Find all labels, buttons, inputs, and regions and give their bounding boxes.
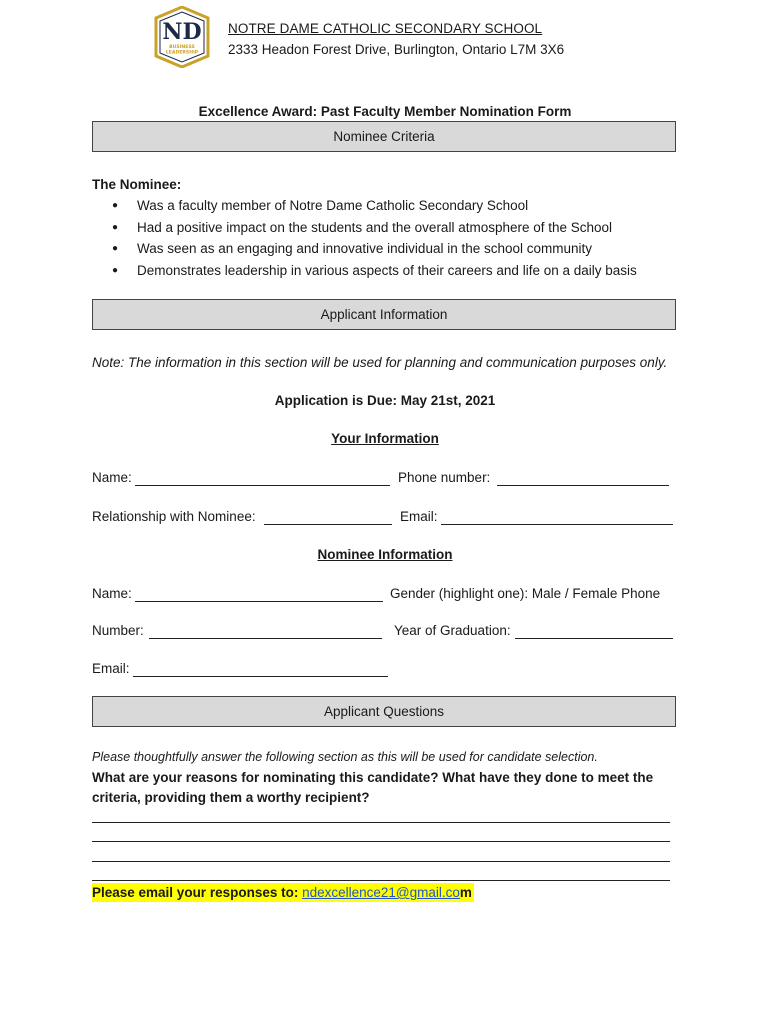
nominee-email-label: Email:: [92, 661, 130, 676]
school-logo: [153, 6, 211, 68]
applicant-email-field[interactable]: [441, 524, 673, 525]
applicant-name-field[interactable]: [135, 485, 390, 486]
nominee-number-label: Number:: [92, 623, 144, 638]
nominee-information-heading: Nominee Information: [317, 547, 453, 562]
graduation-field[interactable]: [515, 638, 673, 639]
nominee-number-field[interactable]: [149, 638, 382, 639]
answer-line[interactable]: [92, 880, 670, 881]
question-text: What are your reasons for nominating this candidate? What have they done to meet the criteria, providing them a worthy recipient?: [92, 770, 654, 805]
applicant-phone-label: Phone number:: [398, 470, 491, 485]
nominee-name-field[interactable]: [135, 601, 383, 602]
section-nominee-criteria: Nominee Criteria: [92, 121, 676, 152]
svg-text:LEADERSHIP: LEADERSHIP: [165, 50, 199, 56]
section-applicant-questions: Applicant Questions: [92, 696, 676, 727]
gender-label: Gender (highlight one): Male / Female Phone: [390, 586, 661, 601]
list-item: ● Was seen as an engaging and innovative individual in the school community: [112, 238, 637, 260]
svg-text:BUSINESS: BUSINESS: [169, 45, 195, 50]
criteria-list: [112, 195, 637, 281]
email-tail: m: [459, 885, 472, 900]
email-instruction: [92, 883, 474, 902]
answer-line[interactable]: [92, 861, 670, 862]
list-item: ● Demonstrates leadership in various aspects of their careers and life on a daily basis: [112, 260, 637, 282]
answer-line[interactable]: [92, 841, 670, 842]
your-information-heading: Your Information: [331, 431, 439, 446]
nominee-name-label: Name:: [92, 586, 132, 601]
nominee-heading: The Nominee:: [92, 177, 182, 192]
applicant-phone-field[interactable]: [497, 485, 669, 486]
list-item: ● Had a positive impact on the students and the overall atmosphere of the School: [112, 217, 637, 239]
form-title: Excellence Award: Past Faculty Member Nomination Form: [198, 104, 572, 119]
relationship-field[interactable]: [264, 524, 392, 525]
graduation-label: Year of Graduation:: [394, 623, 511, 638]
list-item: ● Was a faculty member of Notre Dame Catholic Secondary School: [112, 195, 637, 217]
applicant-email-label: Email:: [400, 509, 438, 524]
due-date: Application is Due: May 21st, 2021: [274, 393, 496, 408]
email-prompt: Please email your responses to:: [92, 885, 303, 900]
school-address: 2333 Headon Forest Drive, Burlington, Ontario L7M 3X6: [228, 42, 565, 57]
section-applicant-information: Applicant Information: [92, 299, 676, 330]
info-note: Note: The information in this section will be used for planning and communication purposes only.: [92, 355, 668, 370]
nominee-email-field[interactable]: [133, 676, 388, 677]
school-name: NOTRE DAME CATHOLIC SECONDARY SCHOOL: [228, 21, 543, 36]
answer-line[interactable]: [92, 822, 670, 823]
svg-text:ND: ND: [162, 19, 202, 45]
email-link[interactable]: ndexcellence21@gmail.co: [302, 885, 460, 900]
applicant-name-label: Name:: [92, 470, 132, 485]
question-instruction: Please thoughtfully answer the following section as this will be used for candidate selection.: [92, 750, 598, 764]
relationship-label: Relationship with Nominee:: [92, 509, 256, 524]
